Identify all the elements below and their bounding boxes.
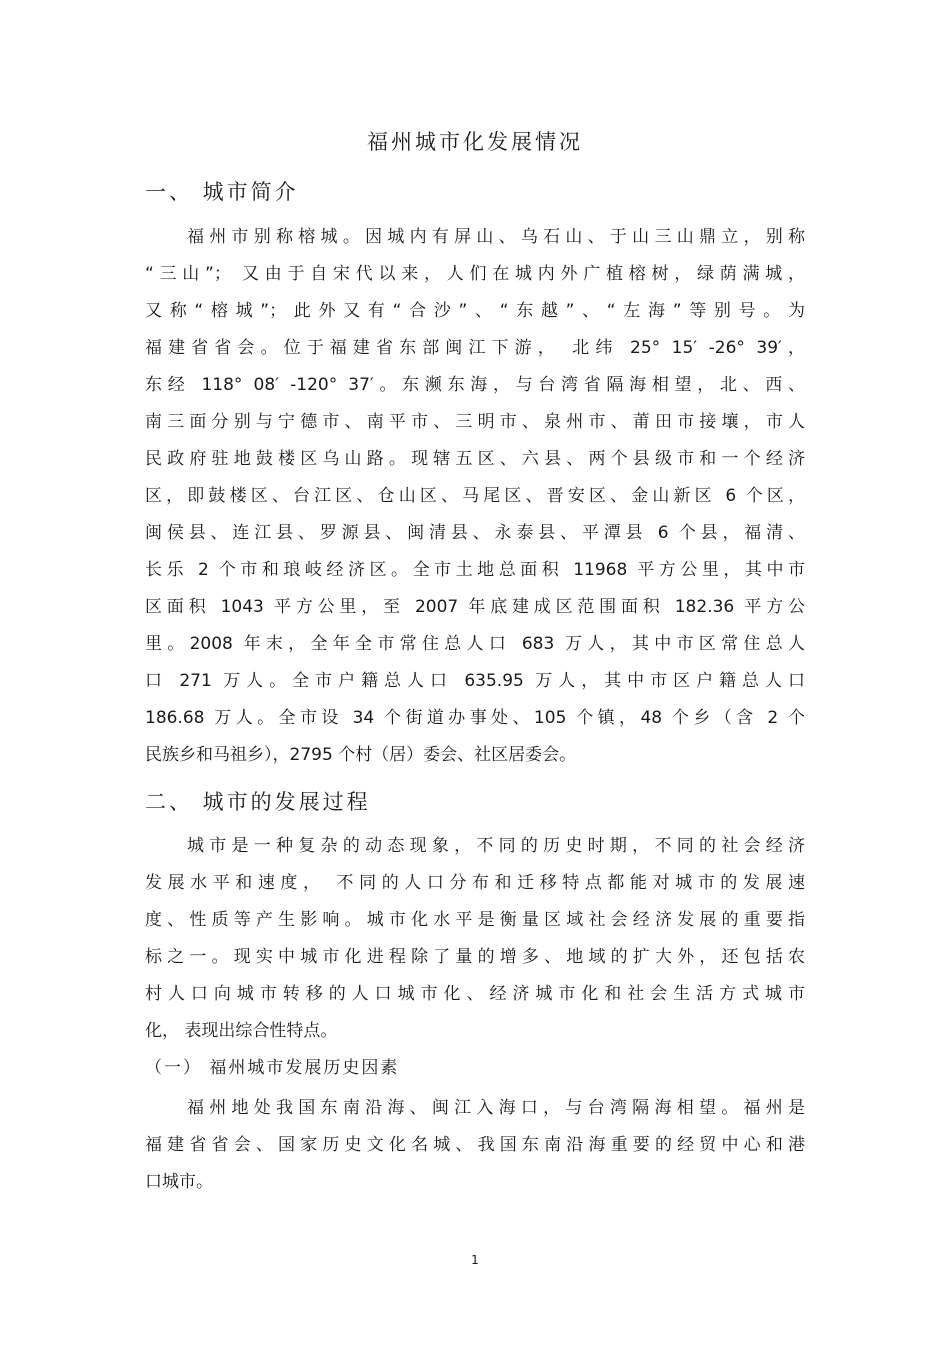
document-title: 福州城市化发展情况 [367, 130, 583, 154]
paragraph-line: 村人口向城市转移的人口城市化、经济城市化和社会生活方式城市 [145, 984, 805, 1004]
paragraph-line: 民族乡和马祖乡），2795 个村（居）委会、社区居委会。 [145, 745, 577, 765]
paragraph-line: 福州地处我国东南沿海、闽江入海口，与台湾隔海相望。福州是 [187, 1098, 805, 1118]
section-heading-city-development: 二、 城市的发展过程 [145, 790, 371, 814]
paragraph-line: 化， 表现出综合性特点。 [145, 1021, 338, 1041]
paragraph-city-intro [145, 219, 805, 774]
section-heading-city-intro: 一、 城市简介 [145, 180, 299, 204]
paragraph-line: 里。2008 年末，全年全市常住总人口 683 万人，其中市区常住总人 [145, 634, 805, 654]
paragraph-line: 福州市别称榕城。因城内有屏山、乌石山、于山三山鼎立，别称 [187, 227, 805, 247]
paragraph-line: 口城市。 [145, 1172, 213, 1192]
paragraph-line: 民政府驻地鼓楼区乌山路。现辖五区、六县、两个县级市和一个经济 [145, 449, 805, 469]
paragraph-line: 标之一。现实中城市化进程除了量的增多、地域的扩大外，还包括农 [145, 947, 805, 967]
paragraph-city-development [145, 828, 805, 1050]
paragraph-line: 福建省省会、国家历史文化名城、我国东南沿海重要的经贸中心和港 [145, 1135, 805, 1155]
paragraph-line: 长乐 2 个市和琅岐经济区。全市土地总面积 11968 平方公里，其中市 [145, 560, 805, 580]
paragraph-line: 口 271 万人。全市户籍总人口 635.95 万人，其中市区户籍总人口 [145, 671, 805, 691]
paragraph-line: 闽侯县、连江县、罗源县、闽清县、永泰县、平潭县 6 个县，福清、 [145, 523, 805, 543]
paragraph-line: 区，即鼓楼区、台江区、仓山区、马尾区、晋安区、金山新区 6 个区， [145, 486, 805, 506]
paragraph-historical-factors [145, 1090, 805, 1201]
paragraph-line: 186.68 万人。全市设 34 个街道办事处、105 个镇，48 个乡（含 2 个 [145, 708, 805, 728]
paragraph-line: 东经 118° 08′ -120° 37′。东濒东海，与台湾省隔海相望，北、西、 [145, 375, 805, 395]
paragraph-line: 城市是一种复杂的动态现象，不同的历史时期，不同的社会经济 [187, 836, 805, 856]
page-number: 1 [471, 1253, 479, 1267]
subsection-heading-historical-factors: （一） 福州城市发展历史因素 [145, 1058, 400, 1078]
paragraph-line: 度、性质等产生影响。城市化水平是衡量区域社会经济发展的重要指 [145, 910, 805, 930]
paragraph-line: “三山”； 又由于自宋代以来，人们在城内外广植榕树，绿荫满城， [145, 264, 805, 284]
paragraph-line: 南三面分别与宁德市、南平市、三明市、泉州市、莆田市接壤，市人 [145, 412, 805, 432]
paragraph-line: 区面积 1043 平方公里，至 2007 年底建成区范围面积 182.36 平方公 [145, 597, 805, 617]
paragraph-line: 发展水平和速度， 不同的人口分布和迁移特点都能对城市的发展速 [145, 873, 805, 893]
paragraph-line: 又称“榕城”；此外又有“合沙”、“东越”、“左海”等别号。为 [145, 301, 805, 321]
paragraph-line: 福建省省会。位于福建省东部闽江下游， 北纬 25° 15′ -26° 39′， [145, 338, 805, 358]
